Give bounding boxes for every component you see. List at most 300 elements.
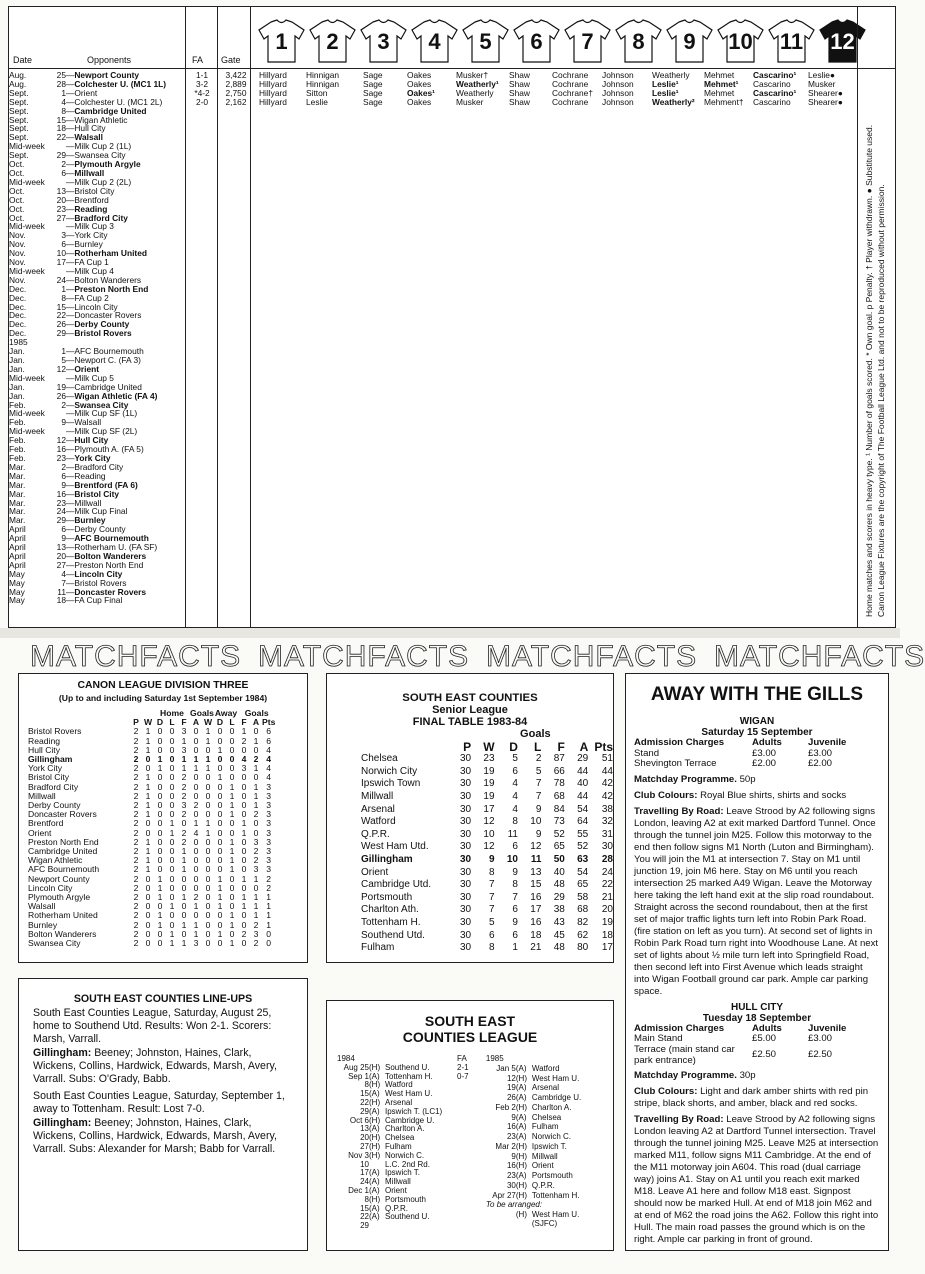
- fa-result: [187, 267, 217, 276]
- stat-cell: 0: [157, 800, 163, 811]
- stat-cell: 0: [229, 726, 235, 737]
- fixture-cell: (H): [515, 1161, 527, 1171]
- stat-cell: 2: [133, 864, 139, 875]
- fixture-day: 16: [56, 488, 66, 499]
- gills-title: AWAY WITH THE GILLS: [650, 684, 864, 705]
- player-name: Musker: [808, 78, 836, 89]
- stat-cell: 1: [157, 754, 163, 765]
- stat-cell: 63: [577, 853, 589, 865]
- fixture-cell: 13: [360, 1124, 369, 1134]
- stat-cell: 10: [506, 853, 518, 865]
- sec-final-title2: FINAL TABLE 1983-84: [412, 716, 528, 728]
- stat-cell: 6: [512, 841, 518, 853]
- shirt-number: 12: [830, 29, 855, 54]
- stat-cell: 1: [181, 846, 187, 857]
- shirt-6: [512, 19, 561, 61]
- stat-cell: 0: [193, 873, 199, 884]
- fixture-cell: Jan 5: [496, 1063, 516, 1073]
- stat-cell: 0: [217, 827, 223, 838]
- fa-result: [187, 231, 217, 240]
- fa-results: [187, 71, 217, 604]
- table-row: [361, 829, 613, 842]
- line-ups-box: [18, 978, 308, 1251]
- stat-cell: 0: [181, 901, 187, 912]
- fixture-opponent: York City: [74, 452, 111, 463]
- stat-cell: 87: [553, 753, 565, 765]
- stat-cell: 1: [241, 901, 247, 912]
- fixture-cell: Arsenal: [531, 1083, 559, 1093]
- shirt-number: 3: [377, 29, 390, 54]
- fixture-opponent: FA Cup 1: [74, 257, 109, 268]
- division-three-box: [18, 673, 308, 963]
- stat-cell: 4: [266, 744, 272, 755]
- dash: —: [66, 479, 75, 490]
- gate-figure: [221, 471, 251, 480]
- stat-cell: 0: [169, 919, 175, 930]
- gate-figure: [221, 596, 251, 605]
- match-report-1: South East Counties League, Saturday, August 25, home to Southend Utd. Results: Won 2-1. Scorers: Marsh, Varrall.: [33, 1007, 272, 1046]
- fixture-month: May: [9, 568, 25, 579]
- gate-figure: [221, 311, 251, 320]
- stat-cell: 30: [459, 790, 472, 802]
- admission-label: Admission Charges: [634, 737, 725, 748]
- table-row: [361, 791, 613, 804]
- gate-figure: [221, 302, 251, 311]
- programme-label: Matchday Programme.: [634, 1070, 737, 1082]
- stat-cell: 0: [145, 873, 151, 884]
- away-group: Away: [214, 708, 238, 718]
- line-ups-title: SOUTH EAST COUNTIES LINE-UPS: [73, 993, 253, 1005]
- gate-figure: [221, 151, 251, 160]
- stat-cell: 0: [217, 809, 223, 820]
- stat-cell: 0: [205, 864, 211, 875]
- fixture-cell: 23: [506, 1132, 516, 1142]
- travel-directions: Leave Strood by A2 following signs London, leaving A2 at exit marked Dartford Tunnel. Once through the tunnel join M25. Follow this motorway to the end then follow signs M1 North (Luton and Birmingham). You will join the M1 at intersection 7. Stay on M1 until junction 19, join M6 here. Stay on M6 until you reach intersection 25 marked A49 Wigan. Leave the Motorway here taking the left hand exit at the slip road roundabout. Straight across the second roundabout, then at the first set of major traffic lights turn left into Robin Park Road. (fire station on left as you turn). At second set of lights in Robin Park Road turn right into Woodhouse Lane. At next set of lights about ½ mile turn left into Springfield Road, then second left into First Avenue which leads straight into Wigan Football ground car park. Ample car parking space.: [634, 805, 879, 997]
- fixture-opponent: Derby County: [74, 524, 126, 535]
- stat-cell: 1: [169, 827, 175, 838]
- fixture-month: Nov.: [9, 248, 26, 259]
- stat-cell: 0: [193, 855, 199, 866]
- stat-cell: 2: [133, 800, 139, 811]
- fixture-opponent: Bristol Rovers: [74, 577, 127, 588]
- dash: —: [66, 87, 75, 98]
- fixture-opponent: Doncaster Rovers: [74, 310, 142, 321]
- fixture-day: 12: [56, 363, 66, 374]
- fixture-day: 22: [56, 132, 66, 143]
- fixture-month: Mar.: [9, 497, 26, 508]
- stat-cell: 3: [266, 864, 272, 875]
- fixture-cell: Southend U.: [385, 1212, 430, 1222]
- stat-cell: 1: [193, 919, 199, 930]
- team-name: York City: [28, 763, 63, 774]
- stat-cell: 52: [553, 828, 565, 840]
- stat-cell: 1: [145, 800, 151, 811]
- stat-cell: 44: [601, 765, 613, 777]
- gate-figure: [221, 444, 251, 453]
- fixture-cell: 10: [360, 1159, 369, 1169]
- fixture-opponent: Preston North End: [74, 559, 144, 570]
- stat-cell: 82: [577, 916, 589, 928]
- gate-figure: 2,889: [225, 78, 247, 89]
- admission-cell: Terrace (main stand car park entrance): [634, 1043, 735, 1066]
- stat-cell: 1: [266, 901, 272, 912]
- stat-cell: 19: [483, 778, 495, 790]
- fa-result: [187, 195, 217, 204]
- table-row: [28, 737, 275, 746]
- stat-cell: 0: [157, 901, 163, 912]
- fixture-opponent: AFC Bournemouth: [74, 346, 144, 357]
- stat-cell: 1: [145, 744, 151, 755]
- dash: —: [66, 542, 75, 553]
- stat-cell: 1: [229, 855, 235, 866]
- stat-cell: 0: [217, 790, 223, 801]
- stat-cell: 1: [181, 892, 187, 903]
- stat-cell: 2: [133, 919, 139, 930]
- stat-cell: 43: [553, 916, 565, 928]
- fixture-day: 24: [56, 274, 66, 285]
- fixture-day: 15: [56, 301, 66, 312]
- stat-cell: 11: [507, 828, 518, 840]
- team-name: Gillingham: [28, 754, 73, 765]
- fixture-opponent: Burnley: [74, 515, 106, 526]
- stat-cell: 65: [553, 841, 565, 853]
- fixture-cell: 9: [511, 1112, 516, 1122]
- fixture-cell: (H): [369, 1080, 381, 1090]
- fixture-day: 7: [61, 577, 66, 588]
- fixture-month: Oct.: [9, 159, 25, 170]
- dash: —: [66, 185, 75, 196]
- fixture-cell: (H): [515, 1073, 527, 1083]
- fixture-day: 6: [61, 470, 66, 481]
- fixture-cell: West Ham U.: [531, 1073, 580, 1083]
- admission-cell: £2.50: [807, 1049, 832, 1061]
- fa-result: [187, 560, 217, 569]
- stat-cell: 9: [535, 803, 542, 815]
- gate-figure: [221, 382, 251, 391]
- stat-cell: 0: [169, 772, 175, 783]
- dash: —: [66, 176, 75, 187]
- fixture-day: 27: [56, 559, 66, 570]
- dash: —: [66, 435, 75, 446]
- shirt-numbers: [257, 19, 867, 65]
- stat-cell: 1: [205, 827, 211, 838]
- shirt-number: 8: [632, 29, 645, 54]
- dash: —: [66, 274, 75, 285]
- stat-cell: 9: [535, 828, 542, 840]
- table-row: [28, 819, 275, 828]
- fixture-month: Dec.: [9, 292, 27, 303]
- fixture-month: Oct.: [9, 167, 25, 178]
- fixture-day: 5: [61, 355, 66, 365]
- team-name: Walsall: [28, 901, 56, 912]
- dash: —: [66, 132, 75, 143]
- stat-cell: 42: [601, 790, 613, 802]
- fixture-cell: (A): [369, 1212, 380, 1222]
- stat-cell: 0: [145, 919, 151, 930]
- fixture-opponent: Milk Cup SF (1L): [74, 408, 138, 419]
- fixture-cell: Chelsea: [531, 1112, 562, 1122]
- sec-final-table: [361, 728, 613, 955]
- fixture-month: May: [9, 586, 25, 597]
- sec-fixtures-title2: COUNTIES LEAGUE: [402, 1029, 538, 1045]
- stat-cell: 0: [217, 846, 223, 857]
- fixture-opponent: Derby County: [74, 319, 130, 330]
- stat-cell: 0: [157, 772, 163, 783]
- gate-figure: [221, 436, 251, 445]
- stat-cell: 8: [488, 866, 495, 878]
- fa-result: [187, 293, 217, 302]
- fa-result: 3-2: [195, 78, 209, 89]
- fixture-cell: Millwall: [531, 1151, 558, 1161]
- fixture-opponent: Brentford (FA 6): [74, 479, 138, 490]
- fixture-month: Mid-week: [9, 426, 45, 437]
- stat-cell: 4: [512, 790, 518, 802]
- column-header: W: [203, 717, 213, 728]
- fixture-cell: [457, 1152, 486, 1161]
- stat-cell: 0: [241, 919, 247, 930]
- stat-cell: 0: [229, 892, 235, 903]
- stat-cell: 40: [577, 778, 589, 790]
- fixture-day: 18: [56, 123, 66, 134]
- team-name: Derby County: [28, 800, 81, 811]
- stat-cell: 1: [253, 763, 259, 774]
- fixture-cell: 24: [360, 1177, 369, 1187]
- stat-cell: 1: [205, 763, 211, 774]
- stat-cell: 1: [266, 892, 272, 903]
- fixture-cell: 26: [506, 1093, 516, 1103]
- fixture-cell: [457, 1143, 486, 1152]
- column-header: L: [229, 717, 235, 728]
- fixture-cell: (A): [515, 1132, 527, 1142]
- stat-cell: 30: [459, 916, 472, 928]
- stat-cell: 0: [253, 744, 259, 755]
- divider: [857, 7, 858, 627]
- fixture-month: Dec.: [9, 283, 27, 294]
- fixture-day: 17: [56, 257, 66, 268]
- fa-result: [187, 498, 217, 507]
- fixture-cell: 22: [360, 1212, 369, 1222]
- fixture-day: 23: [56, 452, 66, 463]
- team-name: Reading: [28, 735, 61, 746]
- player-name: Cochrane: [552, 96, 589, 107]
- gate-figure: [221, 320, 251, 329]
- stat-cell: 21: [530, 942, 542, 954]
- stat-cell: 1: [169, 938, 175, 949]
- fa-result: [187, 178, 217, 187]
- fixture-day: 1: [61, 346, 66, 357]
- divider: [185, 7, 186, 627]
- fixture-day: 24: [56, 506, 66, 517]
- stat-cell: 17: [530, 904, 542, 916]
- team-label: Gillingham:: [33, 1046, 92, 1059]
- stat-cell: 2: [241, 735, 247, 746]
- fixture-cell: Orient: [385, 1185, 407, 1195]
- fa-result: [187, 578, 217, 587]
- stat-cell: 1: [193, 818, 199, 829]
- admission-cell: £2.50: [752, 1049, 777, 1061]
- fixture-day: 29: [56, 150, 66, 161]
- team-name: Bradford City: [28, 781, 79, 792]
- gate-figure: [221, 107, 251, 116]
- club-colours: Royal Blue shirts, shirts and socks: [700, 789, 847, 801]
- stat-cell: 0: [157, 809, 163, 820]
- fixture-cell: [486, 1211, 516, 1231]
- sec-fixtures-1985: [486, 1055, 603, 1231]
- stat-cell: 38: [601, 803, 613, 815]
- fixture-cell: Chelsea: [385, 1133, 415, 1143]
- stat-cell: 0: [241, 864, 247, 875]
- stat-cell: 0: [253, 726, 259, 737]
- stat-cell: 0: [217, 836, 223, 847]
- gate-figure: [221, 400, 251, 409]
- fixture-day: 13: [56, 542, 66, 553]
- stat-cell: 1: [241, 873, 247, 884]
- fa-result: [187, 142, 217, 151]
- stat-cell: 1: [266, 919, 272, 930]
- programme-price: 30p: [739, 1070, 756, 1082]
- stat-cell: 54: [577, 866, 589, 878]
- stat-cell: 1: [217, 882, 223, 893]
- fa-result: [187, 427, 217, 436]
- player-name: Mehmet: [704, 70, 735, 80]
- player-name: Cascarino: [753, 78, 791, 89]
- gate-figure: [221, 498, 251, 507]
- player-name: Hillyard: [259, 70, 287, 80]
- fixture-month: April: [9, 559, 26, 570]
- stat-cell: 68: [553, 790, 565, 802]
- fixture-month: May: [9, 577, 25, 588]
- team-name: Southend Utd.: [361, 929, 425, 941]
- stat-cell: 0: [241, 772, 247, 783]
- stat-cell: 0: [217, 938, 223, 949]
- fixture-month: Sept.: [9, 123, 29, 134]
- player-name: Weatherly²: [652, 96, 695, 107]
- fa-result: [187, 222, 217, 231]
- fixture-day: 1: [61, 283, 66, 294]
- stat-cell: 0: [229, 827, 235, 838]
- fixture-opponent: Orient: [74, 363, 100, 374]
- fixture-day: 22: [56, 310, 66, 321]
- fixture-cell: [457, 1117, 486, 1126]
- stat-cell: 10: [483, 828, 495, 840]
- dash: —: [66, 248, 75, 259]
- stat-cell: 0: [193, 809, 199, 820]
- fa-result: [187, 400, 217, 409]
- dash: —: [66, 257, 75, 268]
- team-name: Doncaster Rovers: [28, 809, 97, 820]
- dash: —: [66, 221, 75, 232]
- stat-cell: 1: [229, 800, 235, 811]
- fa-result: [187, 151, 217, 160]
- stat-cell: 0: [145, 938, 151, 949]
- player-name: Leslie¹: [652, 87, 679, 98]
- fixture-day: 26: [56, 319, 66, 330]
- stat-cell: 16: [530, 891, 542, 903]
- stat-cell: 0: [169, 800, 175, 811]
- stat-cell: 30: [459, 929, 472, 941]
- stat-cell: 1: [157, 873, 163, 884]
- fixture-opponent: Milk Cup 2 (2L): [74, 176, 132, 187]
- fixture-opponent: Hull City: [74, 435, 109, 446]
- team-name: Lincoln City: [28, 882, 73, 893]
- stat-cell: 0: [169, 864, 175, 875]
- year-1985: 1985: [485, 1054, 504, 1063]
- stat-cell: 0: [169, 726, 175, 737]
- fixture-cell: (A): [515, 1122, 527, 1132]
- stat-cell: 40: [553, 866, 565, 878]
- stat-cell: 1: [145, 855, 151, 866]
- fixture-day: 20: [56, 550, 66, 561]
- team-name: Brentford: [28, 818, 64, 829]
- fixture-cell: (H): [369, 1097, 381, 1107]
- table-row: [361, 867, 613, 880]
- stat-cell: 6: [512, 904, 518, 916]
- stat-cell: 3: [266, 818, 272, 829]
- stat-cell: 2: [266, 882, 272, 893]
- gate-figure: [221, 551, 251, 560]
- fixture-day: 16: [56, 444, 66, 455]
- fixture-opponent: Milk Cup SF (2L): [74, 426, 138, 437]
- colours-label: Club Colours:: [634, 1086, 698, 1098]
- fixture-cell: 29: [360, 1221, 369, 1231]
- stat-cell: 1: [145, 790, 151, 801]
- stat-cell: 30: [459, 891, 472, 903]
- stat-cell: 28: [601, 853, 613, 865]
- table-row: [361, 753, 613, 766]
- stat-cell: 2: [133, 928, 139, 939]
- stat-cell: 1: [181, 855, 187, 866]
- stat-cell: 0: [229, 763, 235, 774]
- stat-cell: 0: [229, 735, 235, 746]
- stat-cell: 0: [169, 836, 175, 847]
- stat-cell: 1: [157, 919, 163, 930]
- fixture-month: Feb.: [9, 417, 26, 428]
- fixture-month: Mid-week: [9, 176, 45, 187]
- fixture-cell: Apr 27: [492, 1190, 516, 1200]
- stat-cell: 1: [169, 928, 175, 939]
- gate-figure: [221, 222, 251, 231]
- matchfacts-logo: MATCHFACTS: [714, 640, 925, 673]
- fa-result: [187, 249, 217, 258]
- stat-cell: 2: [133, 790, 139, 801]
- fa-result: [187, 107, 217, 116]
- fa-result: [187, 124, 217, 133]
- stat-cell: 30: [459, 816, 472, 828]
- fixture-day: 26: [56, 390, 66, 401]
- stat-cell: 15: [530, 879, 542, 891]
- stat-cell: 30: [459, 879, 472, 891]
- stat-cell: 2: [181, 781, 187, 792]
- stat-cell: 3: [266, 855, 272, 866]
- table-row: [361, 879, 613, 892]
- fixture-day: 10: [56, 248, 66, 259]
- dash: —: [66, 559, 75, 570]
- player-name: Cascarino¹: [753, 70, 797, 80]
- fa-result: [187, 533, 217, 542]
- dash: —: [66, 488, 75, 499]
- stat-cell: 1: [205, 818, 211, 829]
- dash: —: [66, 533, 75, 544]
- shirt-number: 11: [779, 29, 804, 54]
- gate-figure: [221, 427, 251, 436]
- shirt-4: [410, 19, 459, 61]
- fixture-opponent: Plymouth Argyle: [74, 159, 141, 170]
- gate-header: Gate: [221, 55, 241, 65]
- stat-cell: 23: [483, 753, 495, 765]
- team-name: AFC Bournemouth: [28, 864, 100, 875]
- fixture-opponent: Preston North End: [74, 283, 149, 294]
- fixture-cell: Orient: [531, 1161, 554, 1171]
